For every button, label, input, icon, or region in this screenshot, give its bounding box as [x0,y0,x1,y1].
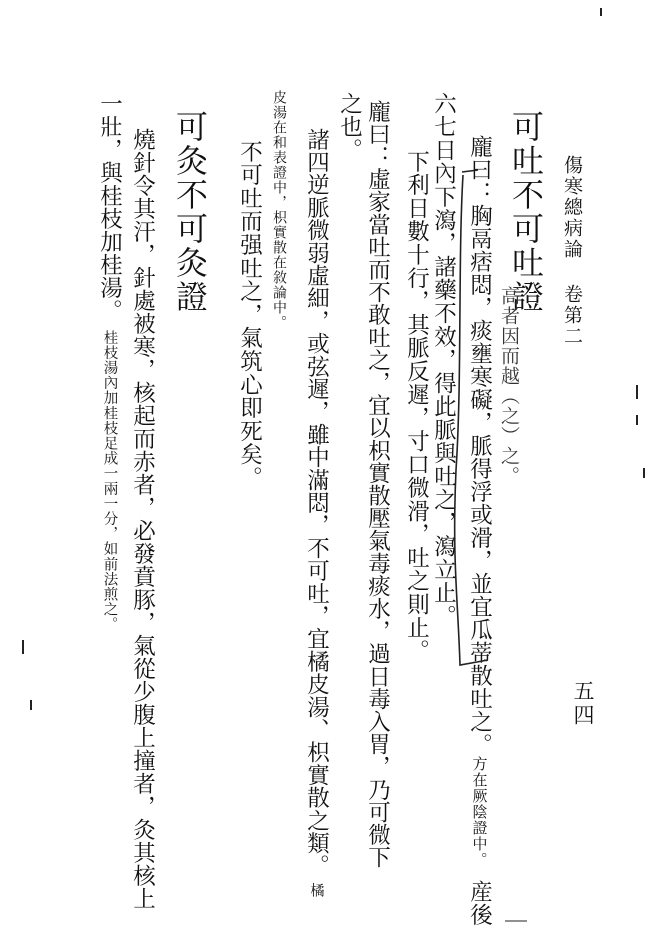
page-number: 五四 [571,680,595,728]
text-column: 六七日內下瀉，諸藥不效，得此脈與吐之，瀉立止。 [430,92,457,628]
text-column: 燒針令其汗，針處被寒，核起而赤者，必發賁豚，氣從少腹上撞者，灸其核上 [129,128,156,910]
column-main-text: 龐曰：胸鬲痞悶，痰壅寒礙，脈得浮或滑，並宜瓜蒂散吐之。 [466,135,493,756]
section-title-vomiting: 可吐不可吐證 [507,110,545,314]
column-main-text: 一壯，與桂枝加桂湯。 [96,92,123,322]
section-title-moxibustion: 可灸不可灸證 [171,110,209,314]
handwritten-annotation: 高者因而越（之）之。 [498,286,520,486]
scan-mark [643,468,645,478]
column-main-text: 諸四逆脈微弱虛細，或弦遲，雖中滿悶，不可吐，宜橘皮湯、枳實散之類。 [303,128,330,878]
scan-mark [636,385,638,399]
text-column: 不可吐而强吐之，氣筑心即死矣。 [236,140,263,490]
text-column: 之也。 [336,92,363,161]
column-note: 皮湯在和表證中，枳實散在敘論中。 [271,90,287,330]
text-column: 龐曰：虛家當吐而不敢吐之，宜以枳實散壓氣毒痰水，過日毒入胃，乃可微下 [364,100,391,869]
running-title: 傷寒總病論 卷第二 [561,155,583,347]
scan-mark [30,700,32,710]
scan-mark [636,415,638,425]
column-note: 桂枝湯內加桂枝足成一兩一分，如前法煎之。 [101,330,118,632]
scan-mark [600,8,602,16]
scan-mark [22,640,24,654]
scan-mark [505,920,527,922]
text-column: 下利日數十行，其脈反遲，寸口微滑，吐之則止。 [403,150,430,663]
column-note: 橘 [308,883,325,898]
column-note: 方在厥陰證中。 [470,756,489,868]
column-tail-text: 産後 [466,880,493,926]
